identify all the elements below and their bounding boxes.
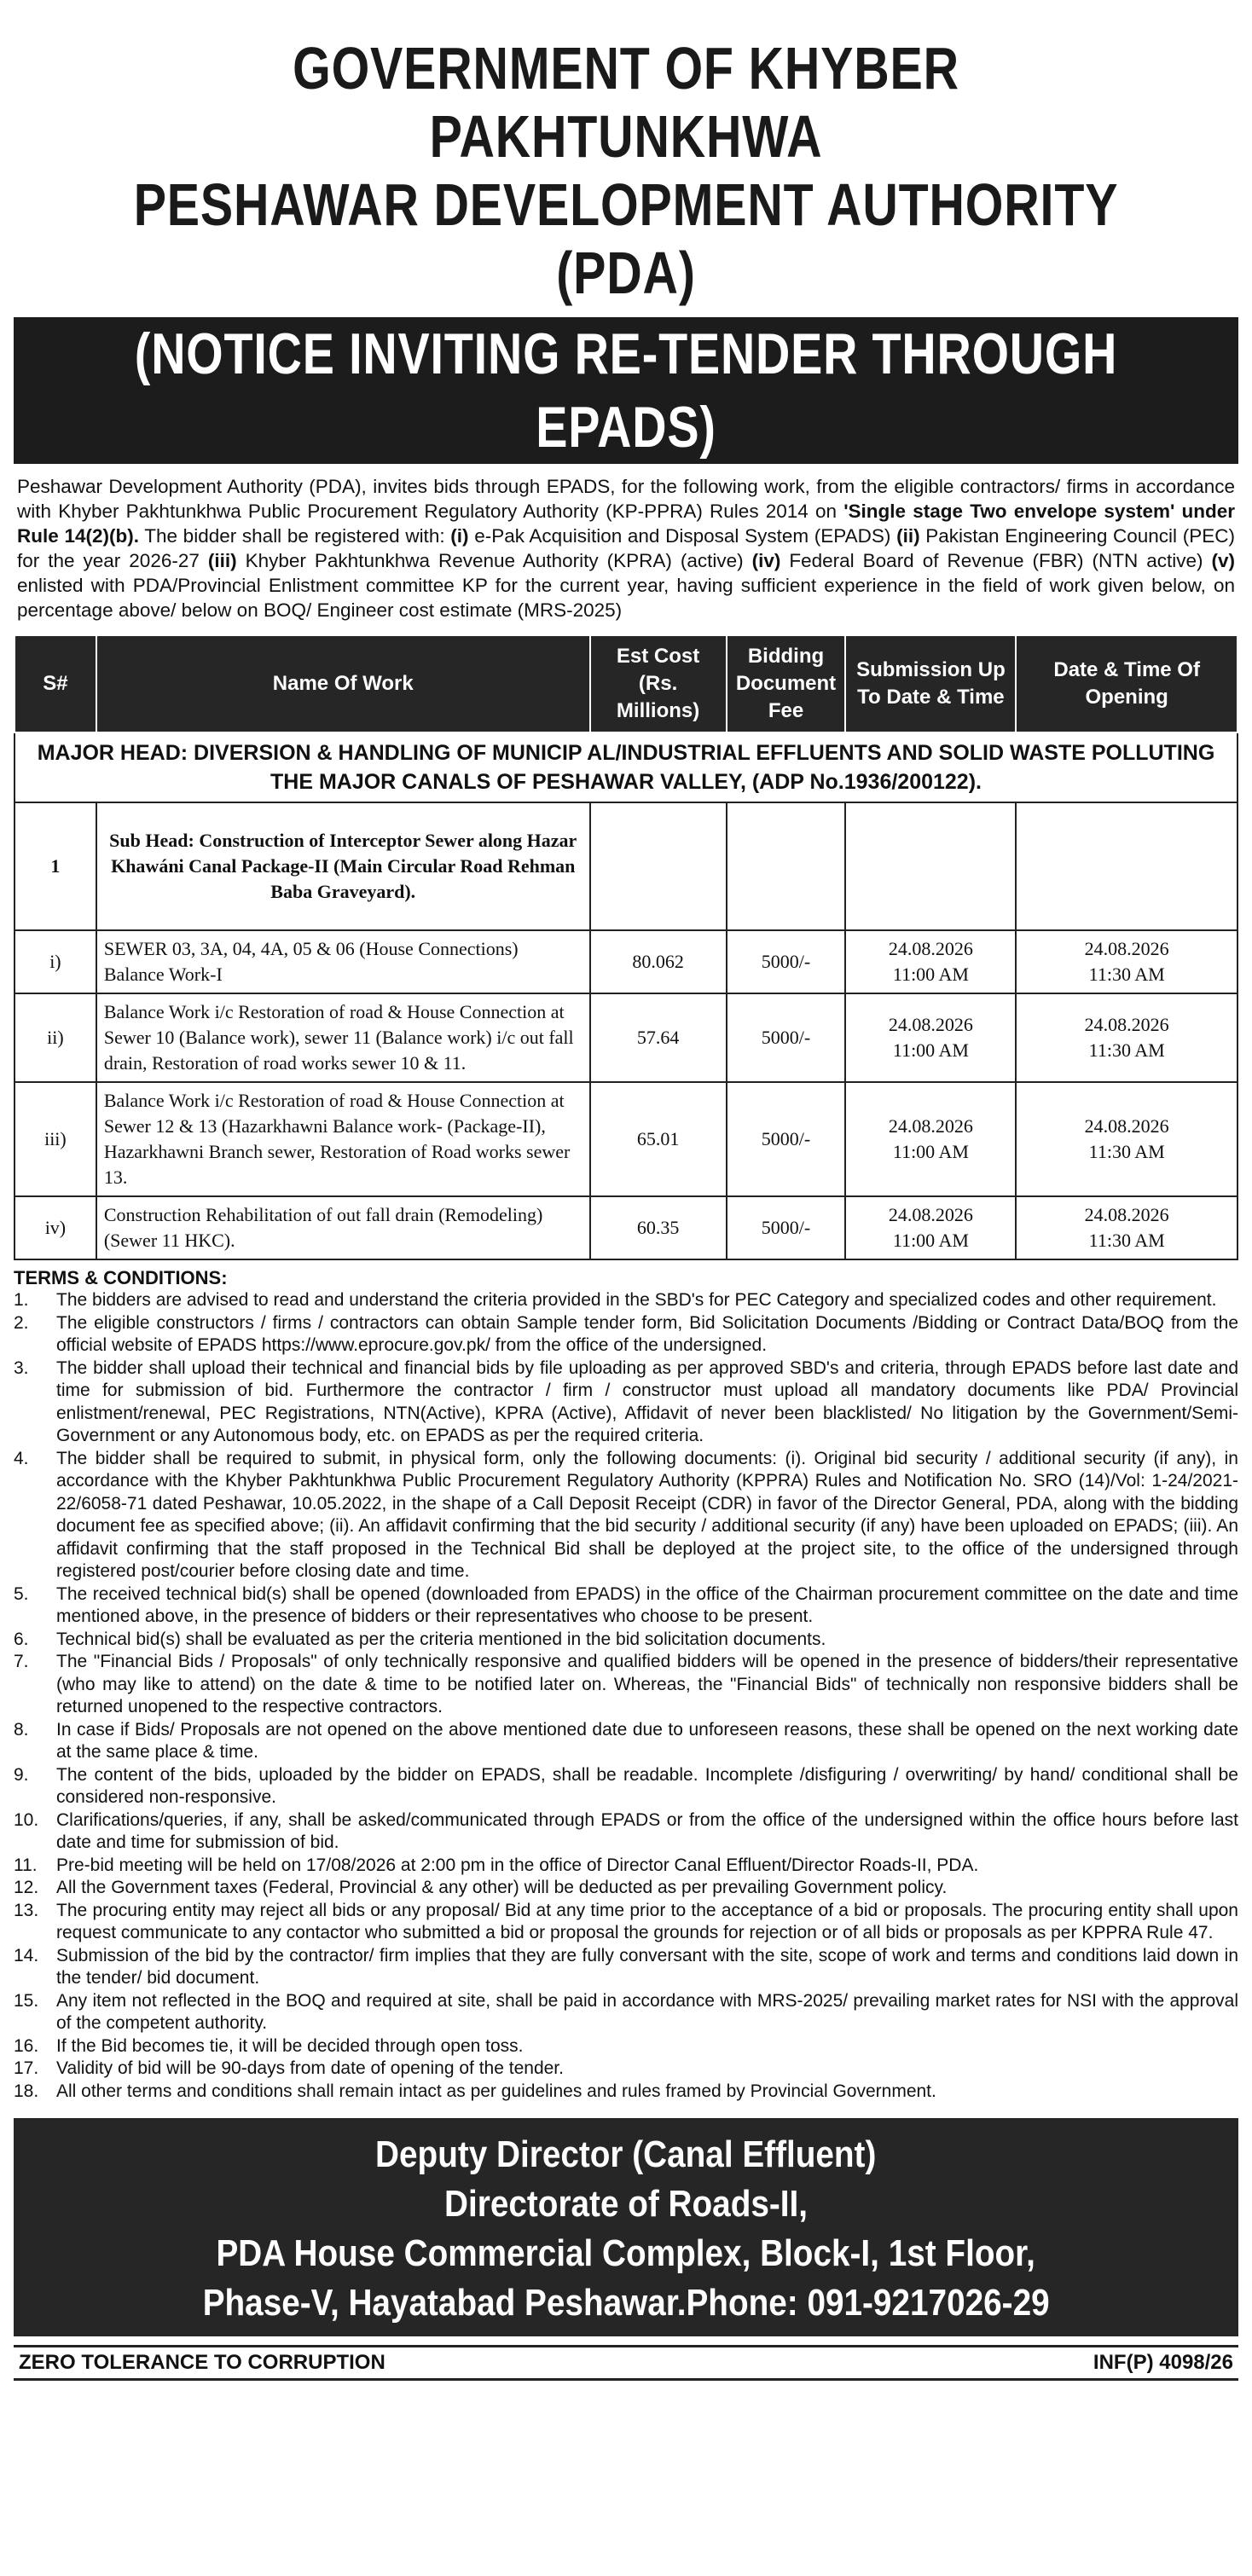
row-work-name: Balance Work i/c Restoration of road & House Connection at Sewer 12 & 13 (Hazarkhawni Balance work- (Package-II), Hazarkhawni Branch sewer, Restoration of Road works sewer 13. (96, 1082, 590, 1196)
bottom-bar (14, 2345, 1238, 2381)
term-text: The content of the bids, uploaded by the bidder on EPADS, shall be readable. Incomplete /disfiguring / overwriting/ by hand/ conditional shall be considered non-responsive. (56, 1764, 1238, 1807)
term-number: 8. (14, 1719, 29, 1740)
row-submission-time: 11:00 AM (892, 964, 969, 985)
row-est-cost: 60.35 (590, 1196, 727, 1259)
row-submission-date: 24.08.2026 (888, 1204, 973, 1225)
term-text: All the Government taxes (Federal, Provincial & any other) will be deducted as per prevailing Government policy. (56, 1878, 948, 1897)
term-text: If the Bid becomes tie, it will be decided through open toss. (56, 2035, 524, 2056)
row-est-cost: 57.64 (590, 993, 727, 1082)
intro-bold-2: (i) (450, 525, 469, 547)
row-work-name: Balance Work i/c Restoration of road & House Connection at Sewer 10 (Balance work), sewer 11 (Balance work) i/c out fall drain, Restoration of road works sewer 10 & 11. (96, 993, 590, 1082)
table-row (14, 1082, 1238, 1196)
term-number: 15. (14, 1990, 39, 2011)
list-item (14, 1357, 1238, 1448)
term-text: The received technical bid(s) shall be opened (downloaded from EPADS) in the office of the Chairman procurement committee on the date and time mentioned above, in the presence of bidders or their representatives who choose to be present. (56, 1583, 1238, 1626)
list-item (14, 1945, 1238, 1990)
term-number: 17. (14, 2058, 39, 2078)
intro-bold-1: 'Single stage Two envelope system' under Rule 14(2)(b). (17, 501, 1236, 547)
row-sno: i) (14, 930, 96, 993)
contact-footer (14, 2118, 1238, 2336)
intro-text-6: Federal Board of Revenue (FBR) (NTN active) (780, 550, 1212, 571)
term-text: Submission of the bid by the contractor/ firm implies that they are fully conversant with the site, scope of work and terms and conditions laid down in the tender/ bid document. (56, 1945, 1238, 1988)
row-opening-date: 24.08.2026 (1084, 1204, 1169, 1225)
table-row (14, 1196, 1238, 1259)
list-item (14, 1719, 1238, 1764)
footer-address-phone: Phase-V, Hayatabad Peshawar.Phone: 091-9217026-29 (202, 2282, 1050, 2324)
term-text: Technical bid(s) shall be evaluated as per the criteria mentioned in the bid solicitation documents. (56, 1629, 826, 1649)
term-number: 10. (14, 1809, 39, 1830)
intro-text-5: Khyber Pakhtunkhwa Revenue Authority (KPRA) (active) (236, 550, 752, 571)
list-item (14, 1629, 1238, 1652)
list-item (14, 1312, 1238, 1357)
term-text: The "Financial Bids / Proposals" of only technically responsive and qualified bidders will be opened in the presence of bidders/their representative (who may like to attend) on the date & time to be notified later on. Whereas, the "Financial Bids" of technically non responsive bidders shall be returned unopened to the respective contractors. (56, 1652, 1238, 1716)
header-notice-text: (NOTICE INVITING RE-TENDER THROUGH EPADS) (134, 321, 1118, 460)
row-work-name: SEWER 03, 3A, 04, 4A, 05 & 06 (House Connections) Balance Work-I (96, 930, 590, 993)
empty-cell (590, 802, 727, 930)
term-text: Any item not reflected in the BOQ and required at site, shall be paid in accordance with MRS-2025/ prevailing market rates for NSI with the approval of the competent authority. (56, 1990, 1238, 2033)
term-number: 5. (14, 1583, 29, 1604)
term-text: In case if Bids/ Proposals are not opened on the above mentioned date due to unforeseen reasons, these shall be opened on the next working date at the same place & time. (56, 1719, 1238, 1762)
term-number: 13. (14, 1900, 39, 1920)
row-submission-time: 11:00 AM (892, 1230, 969, 1251)
row-opening-date: 24.08.2026 (1084, 1014, 1169, 1035)
table-row (14, 993, 1238, 1082)
table-header-row (14, 635, 1238, 732)
term-text: The bidders are advised to read and understand the criteria provided in the SBD's for PEC Category and specialized codes and other requirement. (56, 1290, 1217, 1310)
row-sno: ii) (14, 993, 96, 1082)
row-est-cost: 65.01 (590, 1082, 727, 1196)
term-text: Pre-bid meeting will be held on 17/08/2026 at 2:00 pm in the office of Director Canal Effluent/Director Roads-II, PDA. (56, 1855, 979, 1875)
term-number: 16. (14, 2035, 39, 2056)
row-submission-time: 11:00 AM (892, 1141, 969, 1162)
table-row (14, 930, 1238, 993)
empty-cell (1016, 802, 1238, 930)
row-opening-time: 11:30 AM (1088, 1141, 1165, 1162)
row-opening (1016, 930, 1238, 993)
term-text: The eligible constructors / firms / contractors can obtain Sample tender form, Bid Solicitation Documents /Bidding or Contract Data/BOQ from the official website of EPADS https://www.eprocure.gov.pk/ from the office of the undersigned. (56, 1312, 1238, 1355)
list-item (14, 2035, 1238, 2058)
terms-title: TERMS & CONDITIONS: (14, 1267, 228, 1288)
list-item (14, 1289, 1238, 1312)
intro-text-7: enlisted with PDA/Provincial Enlistment committee KP for the current year, having sufficient experience in the field of work given below, on percentage above/ below on BOQ/ Engineer cost estimate (MRS-2025) (17, 575, 1235, 621)
list-item (14, 1448, 1238, 1583)
term-text: Clarifications/queries, if any, shall be asked/communicated through EPADS or from the office of the undersigned within the office hours before last date and time for submission of bid. (56, 1809, 1238, 1852)
row-opening (1016, 1196, 1238, 1259)
header-government-title: GOVERNMENT OF KHYBER PAKHTUNKHWA (293, 35, 959, 170)
intro-bold-3: (ii) (896, 525, 920, 547)
list-item (14, 1900, 1238, 1945)
row-work-name: Construction Rehabilitation of out fall drain (Remodeling) (Sewer 11 HKC). (96, 1196, 590, 1259)
row-submission-date: 24.08.2026 (888, 1014, 973, 1035)
sub-head-cell: Sub Head: Construction of Interceptor Sewer along Hazar Khawáni Canal Package-II (Main Circular Road Rehman Baba Graveyard). (96, 802, 590, 930)
col-header-cost: Est Cost (Rs. Millions) (590, 635, 727, 732)
list-item (14, 1855, 1238, 1878)
intro-bold-4: (iii) (207, 550, 237, 571)
inf-reference-number: INF(P) 4098/26 (1093, 2351, 1233, 2374)
row-submission (845, 1082, 1016, 1196)
row-opening-date: 24.08.2026 (1084, 1115, 1169, 1137)
row-fee: 5000/- (727, 930, 846, 993)
term-number: 3. (14, 1357, 29, 1378)
intro-text-2: The bidder shall be registered with: (138, 525, 451, 547)
footer-address-1: PDA House Commercial Complex, Block-I, 1st Floor, (216, 2232, 1036, 2274)
row-opening-date: 24.08.2026 (1084, 938, 1169, 959)
row-opening (1016, 993, 1238, 1082)
list-item (14, 1990, 1238, 2035)
row-sno: iv) (14, 1196, 96, 1259)
row-sno: iii) (14, 1082, 96, 1196)
term-number: 12. (14, 1878, 39, 1897)
term-text: The bidder shall upload their technical and financial bids by file uploading as per approved SBD's and criteria, through EPADS before last date and time for submission of bid. Furthermore the contractor / firm / constructor must upload all mandatory documents like PDA/ Provincial enlistment/renewal, PEC Registrations, NTN(Active), KPRA (Active), Affidavit of never been blacklisted/ No litigation by the Government/Semi-Government or any Autonomous body, etc. on EPADS as per the required criteria. (56, 1357, 1238, 1445)
list-item (14, 1877, 1238, 1900)
row-submission (845, 1196, 1016, 1259)
col-header-fee: Bidding Document Fee (727, 635, 846, 732)
term-text: Validity of bid will be 90-days from date of opening of the tender. (56, 2058, 564, 2078)
sub-head-row (14, 802, 1238, 930)
intro-text-4: Pakistan Engineering Council (PEC) for the year 2026-27 (17, 525, 1235, 571)
term-number: 14. (14, 1945, 39, 1965)
term-number: 11. (14, 1855, 38, 1875)
intro-bold-6: (v) (1211, 550, 1235, 571)
list-item (14, 1651, 1238, 1719)
col-header-name: Name Of Work (96, 635, 590, 732)
header-notice-banner (14, 317, 1238, 464)
row-opening (1016, 1082, 1238, 1196)
list-item (14, 1764, 1238, 1809)
intro-text-3: e-Pak Acquisition and Disposal System (EPADS) (468, 525, 897, 547)
row-opening-time: 11:30 AM (1088, 1230, 1165, 1251)
sub-head-sno: 1 (14, 802, 96, 930)
footer-designation: Deputy Director (Canal Effluent) (375, 2133, 877, 2175)
term-text: The bidder shall be required to submit, in physical form, only the following documents: (i). Original bid security / additional security (if any), in accordance with the Khyber Pakhtunkhwa Public Procurement Regulatory Authority (KPPRA) Rules and Notification No. SRO (14)/Vol: 1-24/2021-22/6058-71 dated Peshawar, 10.05.2022, in the shape of a Call Deposit Receipt (CDR) in favor of the Director General, PDA, along with the bidding document fee as specified above; (ii). An affidavit confirming that the bid security / additional security (if any) have been uploaded on EPADS; (iii). An affidavit confirming that the staff proposed in the Technical Bid shall be deployed at the project site, to the office of the undersigned through registered post/courier before closing date and time. (56, 1448, 1238, 1581)
intro-bold-5: (iv) (751, 550, 781, 571)
major-head-cell: MAJOR HEAD: DIVERSION & HANDLING OF MUNICIP AL/INDUSTRIAL EFFLUENTS AND SOLID WASTE POLLUTING THE MAJOR CANALS OF PESHAWAR VALLEY, (ADP No.1936/200122). (14, 732, 1238, 802)
row-submission-date: 24.08.2026 (888, 938, 973, 959)
header-authority-title: PESHAWAR DEVELOPMENT AUTHORITY (PDA) (133, 171, 1119, 306)
term-number: 9. (14, 1764, 29, 1785)
list-item (14, 1809, 1238, 1855)
term-number: 2. (14, 1312, 29, 1333)
term-number: 4. (14, 1448, 29, 1468)
tender-table (14, 634, 1238, 1260)
row-fee: 5000/- (727, 1082, 846, 1196)
term-number: 1. (14, 1290, 29, 1310)
zero-tolerance-slogan: ZERO TOLERANCE TO CORRUPTION (19, 2351, 385, 2374)
row-submission-time: 11:00 AM (892, 1039, 969, 1061)
col-header-submission: Submission Up To Date & Time (845, 635, 1016, 732)
row-submission-date: 24.08.2026 (888, 1115, 973, 1137)
intro-paragraph (14, 474, 1238, 622)
row-fee: 5000/- (727, 993, 846, 1082)
list-item (14, 2081, 1238, 2104)
row-est-cost: 80.062 (590, 930, 727, 993)
row-fee: 5000/- (727, 1196, 846, 1259)
term-number: 6. (14, 1629, 29, 1649)
empty-cell (845, 802, 1016, 930)
major-head-row (14, 732, 1238, 802)
terms-list (14, 1289, 1238, 2103)
row-submission (845, 930, 1016, 993)
term-number: 7. (14, 1652, 29, 1671)
term-number: 18. (14, 2081, 39, 2101)
intro-text-1: Peshawar Development Authority (PDA), invites bids through EPADS, for the following work, from the eligible contractors/ firms in accordance with Khyber Pakhtunkhwa Public Procurement Regulatory Authority (KP-PPRA) Rules 2014 on (17, 476, 1235, 522)
term-text: All other terms and conditions shall remain intact as per guidelines and rules framed by Provincial Government. (56, 2081, 936, 2101)
footer-directorate: Directorate of Roads-II, (443, 2183, 809, 2225)
list-item (14, 2058, 1238, 2081)
col-header-sno: S# (14, 635, 96, 732)
term-text: The procuring entity may reject all bids or any proposal/ Bid at any time prior to the acceptance of a bid or proposals. The procuring entity shall upon request communicate to any contactor who submitted a bid or proposal the grounds for rejection or of all bids or proposals as per KPPRA Rule 47. (56, 1900, 1238, 1942)
row-opening-time: 11:30 AM (1088, 964, 1165, 985)
row-submission (845, 993, 1016, 1082)
row-opening-time: 11:30 AM (1088, 1039, 1165, 1061)
empty-cell (727, 802, 846, 930)
list-item (14, 1583, 1238, 1629)
col-header-opening: Date & Time Of Opening (1016, 635, 1238, 732)
